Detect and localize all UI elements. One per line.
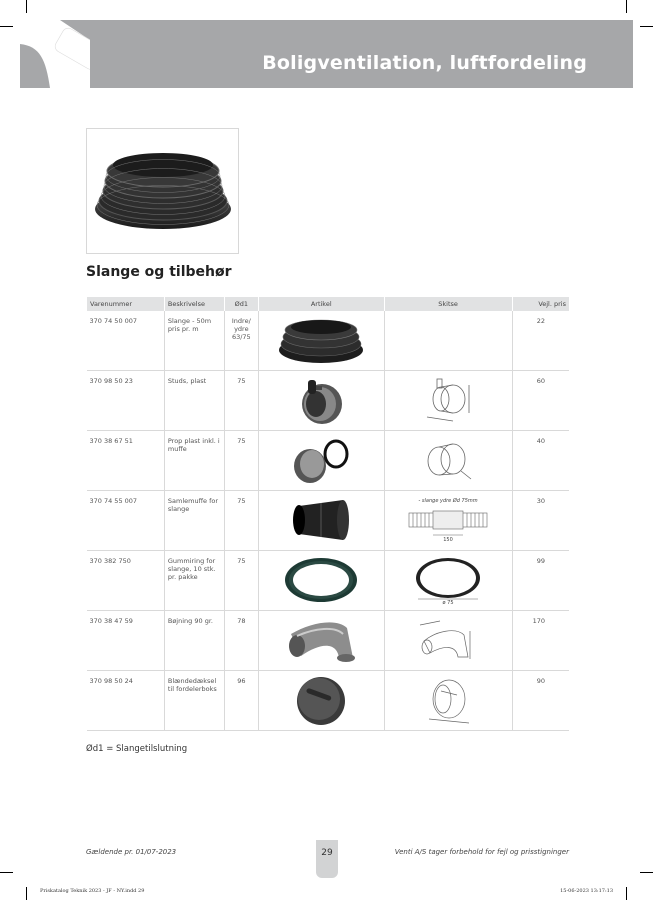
hero-product-image bbox=[86, 128, 239, 254]
footer-validity: Gældende pr. 01/07-2023 bbox=[86, 848, 177, 856]
cell-od1: 96 bbox=[224, 671, 258, 731]
cell-artikel bbox=[258, 431, 384, 491]
footnote: Ød1 = Slangetilslutning bbox=[86, 744, 188, 754]
table-row bbox=[87, 431, 570, 491]
cell-od1: Indre/ ydre 63/75 bbox=[224, 311, 258, 371]
cell-od1: 75 bbox=[224, 431, 258, 491]
cell-varenummer: 370 38 67 51 bbox=[87, 431, 165, 491]
table-row bbox=[87, 671, 570, 731]
cell-varenummer: 370 74 55 007 bbox=[87, 491, 165, 551]
header-tab-shape bbox=[20, 20, 90, 88]
cell-artikel bbox=[258, 551, 384, 611]
rubber-ring-icon bbox=[281, 552, 361, 608]
cell-beskrivelse: Bøjning 90 gr. bbox=[164, 611, 224, 671]
cell-beskrivelse: Samlemuffe for slange bbox=[164, 491, 224, 551]
cell-pris: 40 bbox=[512, 431, 569, 491]
spigot-connector-icon bbox=[286, 372, 356, 428]
cell-beskrivelse: Blændedæksel til fordelerboks bbox=[164, 671, 224, 731]
cell-artikel bbox=[258, 611, 384, 671]
hose-coil-icon bbox=[276, 312, 366, 368]
cell-beskrivelse: Prop plast inkl. i muffe bbox=[164, 431, 224, 491]
column-header-varenummer: Varenummer bbox=[87, 297, 165, 311]
cell-artikel bbox=[258, 671, 384, 731]
plug-sketch-icon bbox=[413, 435, 483, 485]
crop-mark bbox=[626, 0, 627, 13]
cell-artikel bbox=[258, 491, 384, 551]
page-number-tab bbox=[316, 840, 338, 878]
cell-beskrivelse: Studs, plast bbox=[164, 371, 224, 431]
elbow-bend-icon bbox=[281, 612, 361, 668]
cell-beskrivelse: Gummiring for slange, 10 stk. pr. pakke bbox=[164, 551, 224, 611]
cell-od1: 75 bbox=[224, 551, 258, 611]
crop-mark bbox=[640, 872, 653, 873]
print-slug-date: 15-06-2023 13:17:13 bbox=[560, 888, 613, 894]
table-row bbox=[87, 551, 570, 611]
crop-mark bbox=[26, 887, 27, 900]
table-row bbox=[87, 311, 570, 371]
cell-pris: 90 bbox=[512, 671, 569, 731]
column-header-beskrivelse: Beskrivelse bbox=[164, 297, 224, 311]
footer-disclaimer: Venti A/S tager forbehold for fejl og prisstigninger bbox=[394, 848, 569, 856]
cell-skitse bbox=[384, 611, 512, 671]
column-header-artikel: Artikel bbox=[258, 297, 384, 311]
cell-skitse bbox=[384, 671, 512, 731]
section-title: Slange og tilbehør bbox=[86, 264, 232, 280]
column-header-pris: Vejl. pris bbox=[512, 297, 569, 311]
crop-mark bbox=[26, 0, 27, 13]
cell-pris: 30 bbox=[512, 491, 569, 551]
cell-od1: 75 bbox=[224, 491, 258, 551]
page-number: 29 bbox=[321, 848, 333, 858]
table-row bbox=[87, 611, 570, 671]
table-row bbox=[87, 371, 570, 431]
column-header-od1: Ød1 bbox=[224, 297, 258, 311]
cell-varenummer: 370 382 750 bbox=[87, 551, 165, 611]
cell-artikel bbox=[258, 311, 384, 371]
crop-mark bbox=[0, 26, 13, 27]
cell-pris: 60 bbox=[512, 371, 569, 431]
cell-pris: 22 bbox=[512, 311, 569, 371]
product-table bbox=[86, 297, 569, 731]
spigot-sketch-icon bbox=[413, 375, 483, 425]
print-slug-file: Priskatalog Teknik 2023 - JF - NY.indd 29 bbox=[40, 888, 145, 894]
table-header-row bbox=[87, 297, 570, 311]
page-title: Boligventilation, luftfordeling bbox=[262, 52, 587, 74]
cell-pris: 170 bbox=[512, 611, 569, 671]
column-header-skitse: Skitse bbox=[384, 297, 512, 311]
cell-varenummer: 370 74 50 007 bbox=[87, 311, 165, 371]
cell-pris: 99 bbox=[512, 551, 569, 611]
plug-icon bbox=[286, 432, 356, 488]
cell-varenummer: 370 98 50 24 bbox=[87, 671, 165, 731]
crop-mark bbox=[640, 26, 653, 27]
cell-beskrivelse: Slange - 50m pris pr. m bbox=[164, 311, 224, 371]
elbow-sketch-icon bbox=[410, 615, 486, 665]
cell-artikel bbox=[258, 371, 384, 431]
cell-skitse bbox=[384, 431, 512, 491]
cell-od1: 75 bbox=[224, 371, 258, 431]
cell-skitse bbox=[384, 551, 512, 611]
cap-sketch-icon bbox=[413, 675, 483, 725]
cell-varenummer: 370 38 47 59 bbox=[87, 611, 165, 671]
sketch-note: - slange ydre Ød 75mm bbox=[418, 497, 478, 504]
cell-od1: 78 bbox=[224, 611, 258, 671]
blind-cap-icon bbox=[286, 672, 356, 728]
ring-sketch-icon bbox=[410, 555, 486, 605]
coupling-sleeve-icon bbox=[281, 492, 361, 548]
svg-text:ø 75: ø 75 bbox=[442, 599, 454, 605]
cell-varenummer: 370 98 50 23 bbox=[87, 371, 165, 431]
svg-text:150: 150 bbox=[443, 536, 453, 543]
hose-coil-icon bbox=[87, 129, 238, 253]
cell-skitse bbox=[384, 491, 512, 551]
crop-mark bbox=[0, 872, 13, 873]
coupling-sketch-icon bbox=[403, 507, 493, 543]
crop-mark bbox=[626, 887, 627, 900]
cell-skitse bbox=[384, 371, 512, 431]
table-row bbox=[87, 491, 570, 551]
cell-skitse bbox=[384, 311, 512, 371]
